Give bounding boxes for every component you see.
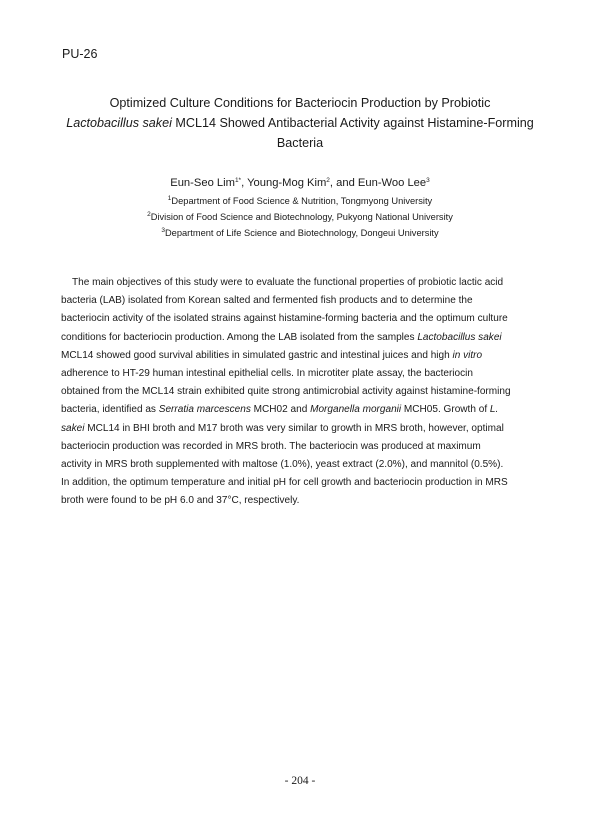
abstract-text: conditions for bacteriocin production. Among the LAB isolated from the samples — [61, 331, 418, 343]
author-affiliation-mark: 1* — [234, 177, 242, 184]
abstract-text: MCH02 and — [250, 404, 311, 416]
abstract-line: bacteria (LAB) isolated from Korean salted and fermented fish products and to determine the — [61, 295, 473, 307]
abstract-text: MCL14 showed good survival abilities in simulated gastric and intestinal juices and high — [61, 349, 453, 361]
author-affiliation-mark: 3 — [426, 177, 430, 184]
author-list — [60, 175, 540, 191]
species-name: sakei — [61, 422, 85, 434]
abstract-text: MCH05. Growth of — [401, 404, 490, 416]
page-number: - 204 - — [284, 775, 316, 787]
title-line: Bacteria — [276, 136, 324, 150]
affiliation — [60, 225, 540, 241]
abstract-body — [61, 274, 551, 510]
abstract-line: bacteriocin production was recorded in MRS broth. The bacteriocin was produced at maximum — [61, 440, 481, 452]
affiliation-text: Department of Life Science and Biotechnology, Dongeui University — [164, 228, 439, 238]
abstract-line: bacteriocin activity of the isolated strains against histamine-forming bacteria and the optimum culture — [61, 313, 508, 325]
affiliation — [60, 209, 540, 225]
italic-term: in vitro — [452, 349, 483, 361]
species-name: Serratia marcescens — [158, 404, 251, 416]
author-affiliation-mark: 2 — [326, 177, 330, 184]
abstract-line — [61, 420, 551, 438]
abstract-text: The main objectives of this study were to evaluate the functional properties of probiotic lactic acid — [72, 277, 504, 288]
abstract-line: adherence to HT-29 human intestinal epithelial cells. In microtiter plate assay, the bacteriocin — [61, 367, 473, 379]
author-name: Eun-Seo Lim — [170, 177, 235, 189]
title-line: Optimized Culture Conditions for Bacteriocin Production by Probiotic — [109, 96, 491, 110]
affiliation-mark: 1 — [167, 195, 172, 202]
author-name: , and Eun-Woo Lee — [329, 177, 427, 189]
abstract-line: obtained from the MCL14 strain exhibited quite strong antimicrobial activity against histamine-forming — [61, 386, 511, 398]
species-name: L. — [489, 404, 499, 416]
abstract-line — [61, 401, 551, 419]
affiliation-mark: 2 — [147, 211, 151, 218]
title-line — [60, 113, 540, 133]
species-name: Morganella morganii — [310, 404, 402, 416]
abstract-line: activity in MRS broth supplemented with maltose (1.0%), yeast extract (2.0%), and mannitol (0.5%). — [61, 458, 504, 470]
species-name: Lactobacillus sakei — [417, 331, 502, 343]
abstract-text: bacteria, identified as — [61, 404, 159, 416]
abstract-line: broth were found to be pH 6.0 and 37°C, respectively. — [61, 495, 300, 507]
paper-title — [60, 93, 540, 153]
affiliation-text: Division of Food Science and Biotechnology, Pukyong National University — [150, 212, 453, 222]
abstract-line: In addition, the optimum temperature and initial pH for cell growth and bacteriocin production in MRS — [61, 477, 508, 489]
author-name: , Young-Mog Kim — [241, 177, 327, 189]
title-text: MCL14 Showed Antibacterial Activity against Histamine-Forming — [171, 116, 534, 130]
affiliation-mark: 3 — [161, 227, 165, 234]
abstract-text: MCL14 in BHI broth and M17 broth was very similar to growth in MRS broth, however, optimal — [84, 422, 504, 434]
affiliation-list — [60, 193, 540, 241]
abstract-line — [61, 274, 551, 292]
abstract-code: PU-26 — [62, 47, 98, 61]
abstract-line — [61, 347, 551, 365]
species-name: Lactobacillus sakei — [66, 116, 172, 130]
affiliation — [60, 193, 540, 209]
affiliation-text: Department of Food Science & Nutrition, Tongmyong University — [171, 196, 433, 206]
abstract-line — [61, 329, 551, 347]
